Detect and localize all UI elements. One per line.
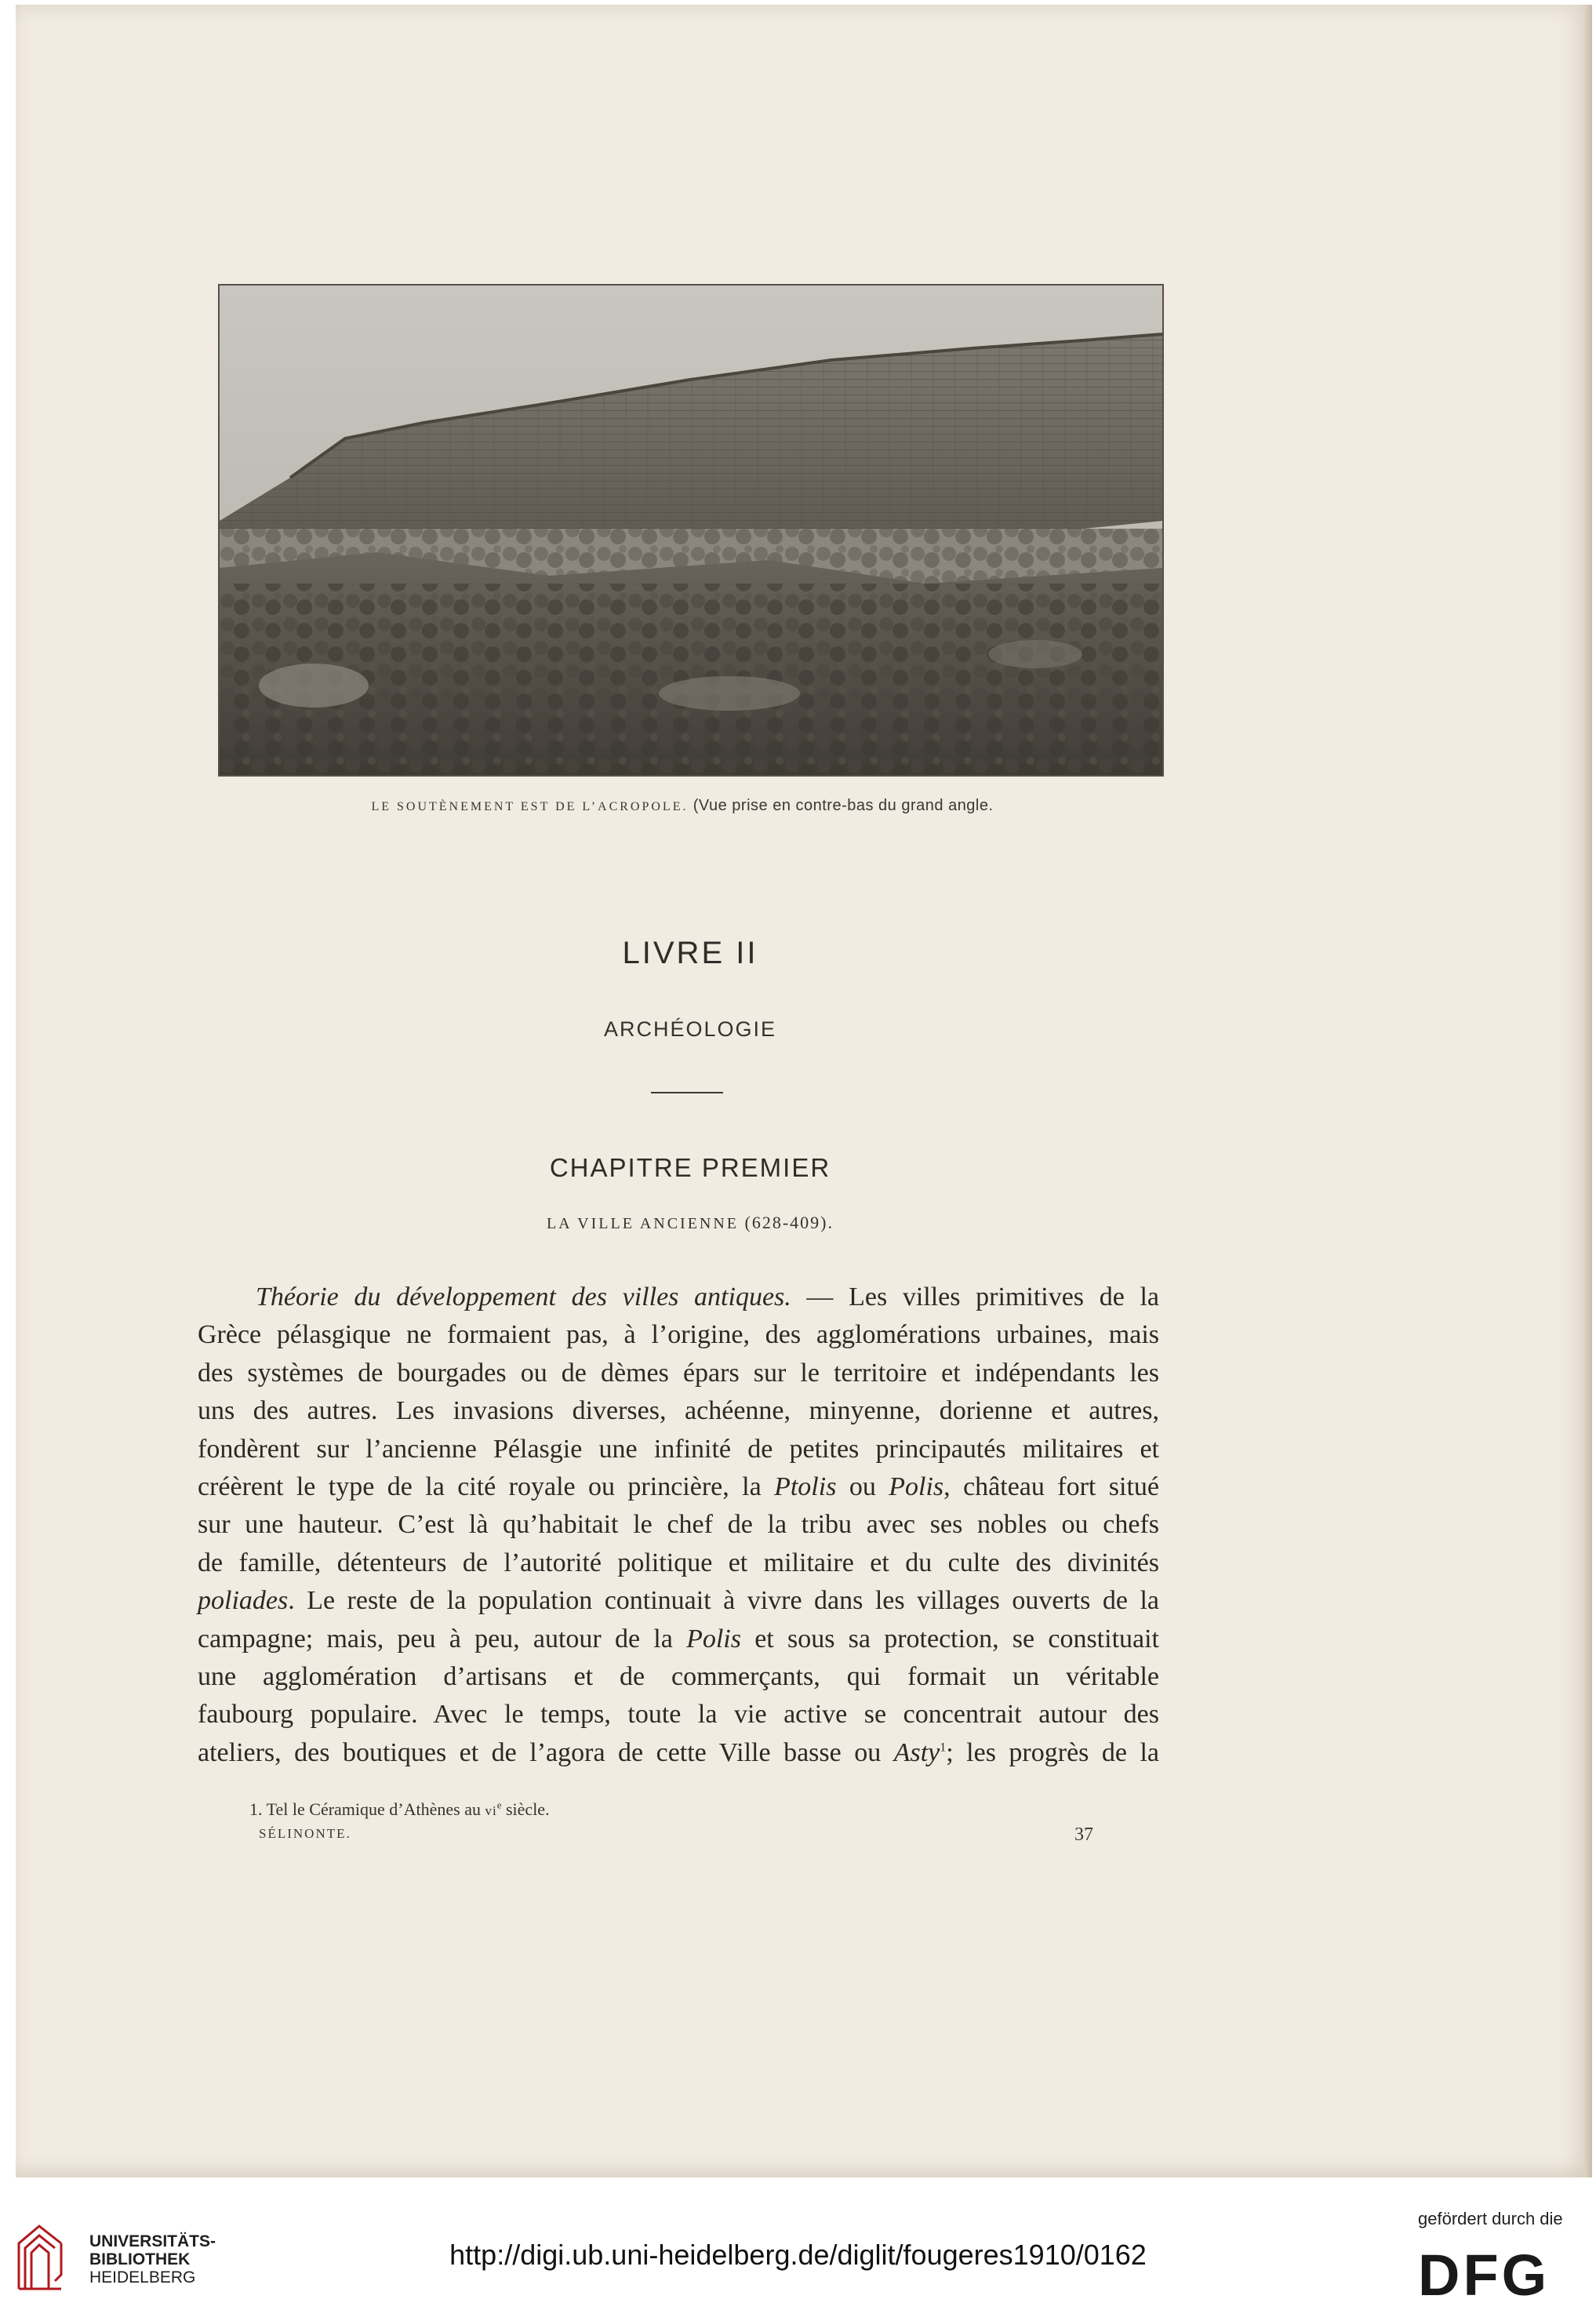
text-span: ou — [836, 1472, 889, 1501]
library-line: UNIVERSITÄTS- — [89, 2232, 216, 2250]
dfg-logo-text: DFG — [1418, 2246, 1551, 2301]
source-url-link[interactable]: http://digi.ub.uni-heidelberg.de/diglit/fougeres1910/0162 — [449, 2239, 1147, 2271]
footnote-marker: 1 — [940, 1741, 947, 1755]
text-line: de famille, détenteurs de l’autorité politique et militaire et du culte des divinités — [198, 1548, 1159, 1577]
footnote-text: Tel le Céramique d’Athènes au — [266, 1799, 485, 1819]
text-span: ; les progrès de la — [946, 1737, 1159, 1767]
text-span: et sous sa protection, se constituait — [740, 1624, 1159, 1653]
term-polis: Polis — [686, 1624, 741, 1653]
text-span: — Les villes primitives de la — [791, 1282, 1159, 1311]
text-line — [198, 1582, 1159, 1620]
text-line: une agglomération d’artisans et de commerçants, qui formait un véritable — [198, 1661, 1159, 1691]
photograph-acropolis-wall — [218, 284, 1164, 777]
term-asty: Asty — [893, 1737, 940, 1767]
text-span: ateliers, des boutiques et de l’agora de cette Ville basse ou — [198, 1737, 894, 1767]
text-span: , château fort situé — [943, 1472, 1159, 1501]
library-line: HEIDELBERG — [89, 2268, 196, 2286]
text-line: faubourg populaire. Avec le temps, toute la vie active se concentrait autour des — [198, 1700, 1159, 1730]
photo-image — [220, 286, 1162, 775]
footnote-century: vi — [485, 1803, 497, 1818]
text-line: Grèce pélasgique ne formaient pas, à l’origine, des agglomérations urbaines, mais — [198, 1320, 1159, 1350]
divider-rule — [651, 1092, 723, 1093]
text-line — [198, 1279, 1159, 1316]
chapter-subtitle — [212, 1213, 1169, 1233]
term-ptolis: Ptolis — [774, 1472, 837, 1501]
figure-caption — [188, 795, 1176, 815]
running-footer: SÉLINONTE. — [259, 1826, 351, 1841]
term-polis: Polis — [889, 1472, 944, 1501]
book-title: LIVRE II — [622, 936, 758, 970]
text-line: uns des autres. Les invasions diverses, achéenne, minyenne, dorienne et autres, — [198, 1396, 1159, 1426]
page-number: 37 — [1074, 1824, 1093, 1845]
text-line: sur une hauteur. C’est là qu’habitait le chef de la tribu avec ses nobles ou chefs — [198, 1510, 1159, 1540]
term-poliades: poliades — [198, 1586, 289, 1616]
caption-text: (Vue prise en contre-bas du grand angle. — [693, 797, 994, 814]
text-span: . Le reste de la population continuait à vivre dans les villages ouverts de la — [288, 1586, 1159, 1616]
subtitle-text: LA VILLE ANCIENNE — [546, 1215, 740, 1232]
caption-smallcaps: LE SOUTÈNEMENT EST DE L’ACROPOLE. — [371, 800, 689, 813]
body-text — [198, 1279, 1159, 1772]
footnote-sup: e — [496, 1799, 502, 1811]
section-title: ARCHÉOLOGIE — [603, 1017, 777, 1041]
subtitle-dates: (628-409). — [744, 1213, 834, 1232]
text-line — [198, 1734, 1159, 1772]
text-line — [198, 1621, 1159, 1658]
text-span: campagne; mais, peu à peu, autour de la — [198, 1624, 687, 1653]
text-line — [198, 1468, 1159, 1506]
footnote — [249, 1799, 550, 1820]
library-line: BIBLIOTHEK — [89, 2250, 191, 2268]
text-line: des systèmes de bourgades ou de dèmes épars sur le territoire et indépendants les — [198, 1358, 1159, 1388]
text-line: fondèrent sur l’ancienne Pélasgie une infinité de petites principautés militaires et — [198, 1434, 1159, 1464]
dfg-logo-icon — [1418, 2246, 1575, 2301]
digitization-banner — [0, 2177, 1596, 2321]
footnote-number: 1. — [249, 1799, 263, 1819]
text-span: créèrent le type de la cité royale ou princière, la — [198, 1472, 775, 1501]
funding-note: gefördert durch die — [1418, 2209, 1563, 2228]
footnote-text: siècle. — [501, 1799, 550, 1819]
page-edge — [1584, 5, 1592, 2177]
chapter-title: CHAPITRE PREMIER — [549, 1153, 831, 1182]
section-lead: Théorie du développement des villes antiques. — [256, 1282, 791, 1311]
